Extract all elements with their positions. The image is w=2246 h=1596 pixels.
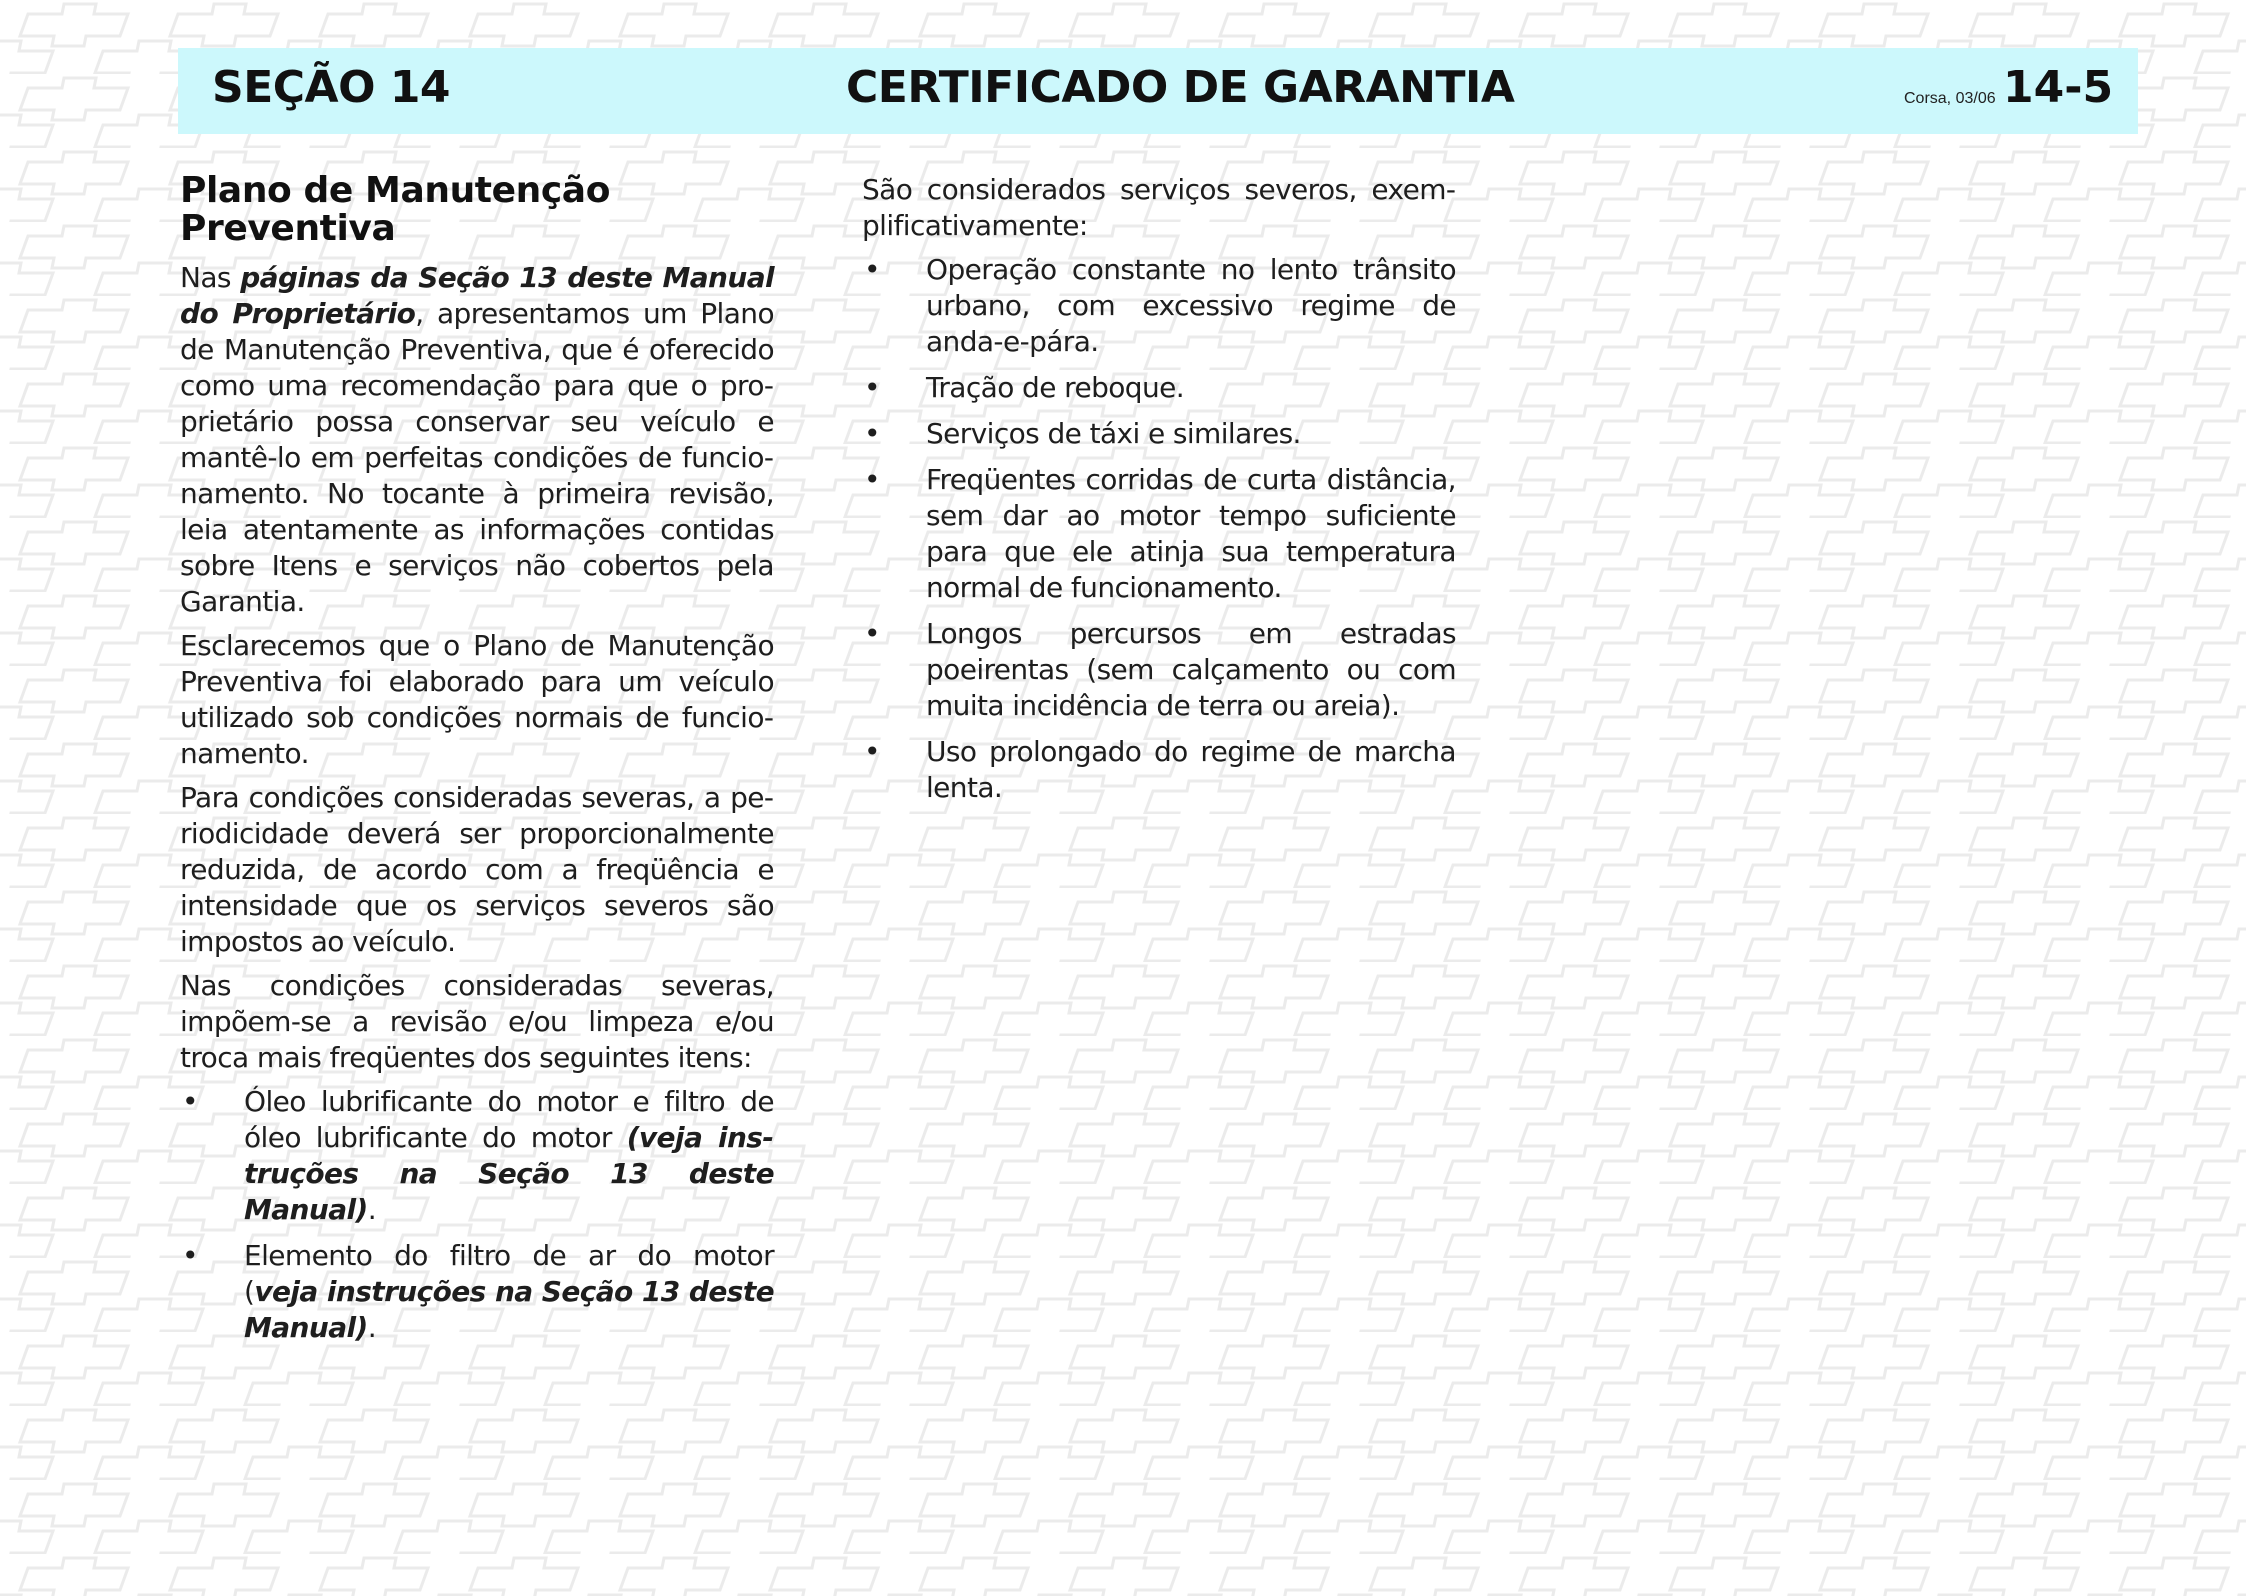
maintenance-items-list bbox=[180, 1084, 774, 1346]
bullet-icon: • bbox=[182, 1239, 198, 1272]
left-column bbox=[180, 172, 774, 1356]
paragraph-3: Para condições consideradas severas, a periodicidade deverá ser proporcionalmente reduzida, de acordo com a freqüência e intensidade que os serviços severos são impostos ao veículo. bbox=[180, 781, 774, 958]
list-item-text: Óleo lubrificante do motor e filtro de óleo lubrificante do motor bbox=[244, 1085, 774, 1154]
paragraph-2: Esclarecemos que o Plano de Manutenção Preventiva foi elaborado para um veículo utilizado sob condições normais de funcionamento. bbox=[180, 629, 774, 770]
paragraph-4: Nas condições consideradas severas, impõem-se a revisão e/ou limpeza e/ou troca mais freqüentes dos seguintes itens: bbox=[180, 969, 774, 1074]
paragraph-1 bbox=[180, 260, 774, 620]
list-item bbox=[862, 734, 1456, 806]
paragraph-1-start: Nas bbox=[180, 261, 241, 294]
bullet-icon: • bbox=[182, 1085, 198, 1118]
list-item-text: Tração de reboque. bbox=[926, 371, 1185, 404]
bullet-icon: • bbox=[864, 735, 880, 768]
list-item-text: Operação constante no lento trânsito urbano, com excessivo regime de anda-e-pára. bbox=[926, 253, 1456, 358]
severe-services-intro: São considerados serviços severos, exemplificativamente: bbox=[862, 173, 1456, 242]
list-item bbox=[862, 616, 1456, 724]
paragraph-1-reference: páginas da Seção 13 deste Manual do Proprietário bbox=[180, 261, 774, 330]
list-item-text: Uso prolongado do regime de marcha lenta. bbox=[926, 735, 1456, 804]
section-heading bbox=[180, 172, 774, 248]
list-item-text: Serviços de táxi e similares. bbox=[926, 417, 1301, 450]
bullet-icon: • bbox=[864, 617, 880, 650]
bullet-icon: • bbox=[864, 417, 880, 450]
list-item-reference: veja instruções na Seção 13 deste Manual) bbox=[244, 1275, 774, 1344]
list-item bbox=[180, 1238, 774, 1346]
list-item bbox=[862, 252, 1456, 360]
page-title: CERTIFICADO DE GARANTIA bbox=[846, 62, 1515, 113]
bullet-icon: • bbox=[864, 253, 880, 286]
list-item-tail: . bbox=[367, 1193, 377, 1226]
list-item bbox=[180, 1084, 774, 1228]
list-item-text: Elemento do filtro de ar do motor ( bbox=[244, 1239, 774, 1308]
section-label: SEÇÃO 14 bbox=[212, 62, 451, 113]
right-column bbox=[862, 172, 1456, 816]
list-item bbox=[862, 416, 1456, 452]
list-item-text: Longos percursos em estradas poeirentas (sem calçamento ou com muita incidência de terra ou areia). bbox=[926, 617, 1456, 722]
edition-label: Corsa, 03/06 bbox=[1904, 90, 1996, 107]
paragraph-1-rest: , apresentamos um Plano de Manutenção Preventiva, que é oferecido como uma recomendação para que o proprietário possa conservar seu veículo e mantê-lo em perfeitas condições de funcionamento. No tocante à primeira revisão, leia atentamente as informações contidas sobre Itens e serviços não cobertos pela Garantia. bbox=[180, 297, 774, 618]
bullet-icon: • bbox=[864, 463, 880, 496]
list-item bbox=[862, 462, 1456, 606]
heading-line-1: Plano de Manutenção bbox=[180, 170, 611, 211]
list-item bbox=[862, 370, 1456, 406]
list-item-text: Freqüentes corridas de curta distância, sem dar ao motor tempo suficiente para que ele atinja sua temperatura normal de funcionamento. bbox=[926, 463, 1456, 604]
heading-line-2: Preventiva bbox=[180, 208, 396, 249]
page-header bbox=[178, 48, 2138, 134]
list-item-tail: . bbox=[367, 1311, 377, 1344]
page-number: 14-5 bbox=[2003, 62, 2114, 113]
list-item-reference: (veja instruções na Seção 13 deste Manual) bbox=[244, 1121, 774, 1226]
severe-services-list bbox=[862, 252, 1456, 806]
bullet-icon: • bbox=[864, 371, 880, 404]
